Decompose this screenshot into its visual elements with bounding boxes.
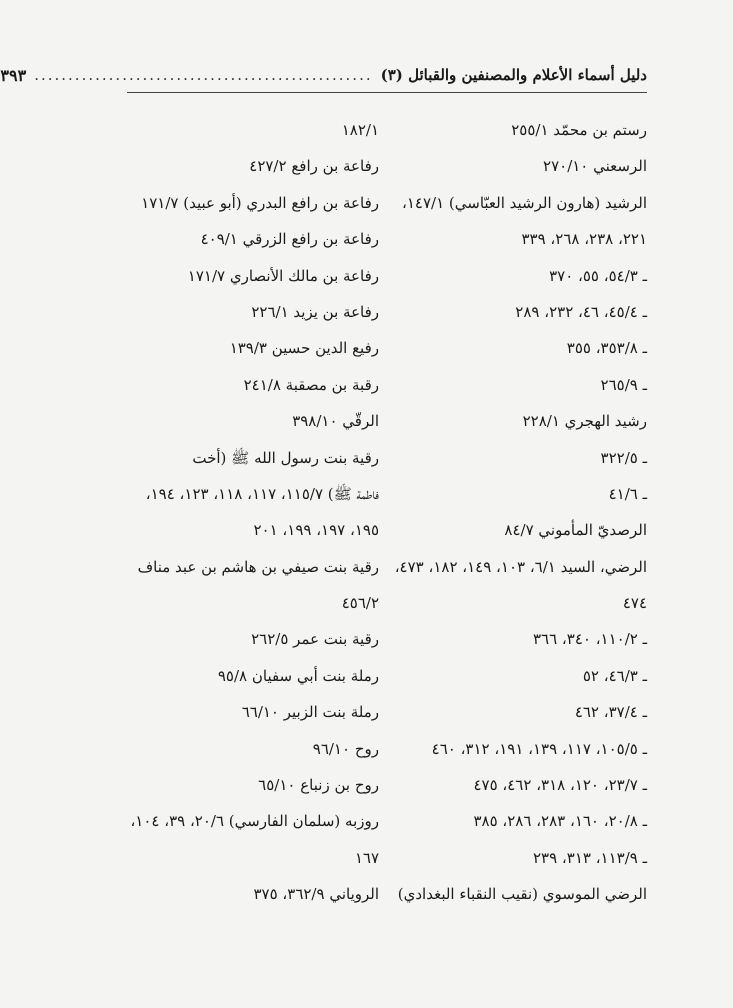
index-entry: روح بن زنباع ٦٥/١٠: [258, 776, 379, 795]
index-entry: ـ ٤٦/٣، ٥٢: [582, 666, 647, 685]
index-entry: رقية بنت رسول الله ﷺ (أخت: [192, 448, 379, 467]
index-entry: ـ ٣٢٢/٥: [600, 448, 647, 467]
index-entry: رقبة بن مصقبة ٢٤١/٨: [243, 375, 379, 394]
index-column-left: [131, 112, 379, 913]
index-entry: رملة بنت أبي سفيان ٩٥/٨: [217, 666, 379, 685]
index-entry: روزبه (سلمان الفارسي) ٢٠/٦، ٣٩، ١٠٤،: [130, 812, 379, 831]
index-entry: ١٨٢/١: [341, 121, 379, 139]
index-entry: رفاعة بن مالك الأنصاري ١٧١/٧: [187, 266, 379, 285]
index-entry: ـ ٣٧/٤، ٤٦٢: [574, 703, 647, 722]
index-entry: روح ٩٦/١٠: [312, 739, 379, 758]
index-entry: ٢٢١، ٢٣٨، ٢٦٨، ٣٣٩: [521, 230, 647, 249]
index-entry: ـ ٢٣/٧، ١٢٠، ٣١٨، ٤٦٢، ٤٧٥: [473, 776, 647, 795]
index-entry: ـ ٣٥٣/٨، ٣٥٥: [566, 339, 647, 358]
index-entry: ١٦٧: [354, 848, 379, 867]
index-entry: رقية بنت عمر ٢٦٢/٥: [251, 630, 379, 649]
index-entry: رقية بنت صيفي بن هاشم بن عبد مناف: [137, 557, 379, 576]
index-entry: الرضي، السيد ٦/١، ١٠٣، ١٤٩، ١٨٢، ٤٧٣،: [394, 557, 647, 576]
index-entry: رفاعة بن رافع البدري (أبو عبيد) ١٧١/٧: [141, 193, 379, 212]
index-entry: رشيد الهجري ٢٢٨/١: [522, 412, 647, 431]
index-entry: ـ ٥٤/٣، ٥٥، ٣٧٠: [549, 266, 647, 285]
index-entry: الرسعني ٢٧٠/١٠: [543, 157, 647, 176]
index-entry: ـ ٤١/٦: [608, 484, 647, 503]
index-entry: رملة بنت الزبير ٦٦/١٠: [241, 703, 379, 722]
index-entry: ٤٧٤: [622, 594, 647, 613]
index-column-right: [394, 112, 647, 913]
header-title: دليل أسماء الأعلام والمصنفين والقبائل (٣): [380, 66, 647, 84]
index-entry: رفاعة بن رافع ٤٢٧/٢: [249, 157, 379, 176]
index-entry: رستم بن محمّد ٢٥٥/١: [511, 121, 647, 139]
running-header: [0, 60, 647, 90]
header-rule: [127, 92, 647, 93]
index-entry: رفاعة بن رافع الزرقي ٤٠٩/١: [200, 230, 379, 249]
index-entry: ٤٥٦/٢: [341, 594, 379, 613]
index-entry: ـ ٢٦٥/٩: [600, 375, 647, 394]
index-entry: رفاعة بن يزيد ٢٢٦/١: [251, 302, 379, 321]
index-entry: الروياني ٣٦٢/٩، ٣٧٥: [253, 885, 379, 904]
index-entry: ـ ١٠٥/٥، ١١٧، ١٣٩، ١٩١، ٣١٢، ٤٦٠: [431, 739, 647, 758]
index-entry: الرشيد (هارون الرشيد العبّاسي) ١٤٧/١،: [402, 193, 647, 212]
page-number: ٣٩٣: [0, 65, 27, 85]
header-dot-leader: ..................................................: [34, 66, 373, 84]
index-entry: الرقّي ٣٩٨/١٠: [292, 412, 379, 431]
index-entry: ـ ١١٠/٢، ٣٤٠، ٣٦٦: [532, 630, 647, 649]
index-entry: رفيع الدين حسين ١٣٩/٣: [229, 339, 379, 358]
index-entry: الرضي الموسوي (نقيب النقباء البغدادي): [397, 885, 647, 904]
index-entry: الرصديّ المأموني ٨٤/٧: [504, 521, 647, 540]
index-entry: فاطمة ﷺ) ١١٥/٧، ١١٧، ١١٨، ١٢٣، ١٩٤،: [145, 484, 379, 503]
index-entry: ـ ٤٥/٤، ٤٦، ٢٣٢، ٢٨٩: [515, 302, 647, 321]
index-entry: ـ ١١٣/٩، ٣١٣، ٢٣٩: [532, 848, 647, 867]
index-entry: ١٩٥، ١٩٧، ١٩٩، ٢٠١: [253, 521, 379, 540]
index-entry: ـ ٢٠/٨، ١٦٠، ٢٨٣، ٢٨٦، ٣٨٥: [473, 812, 647, 831]
